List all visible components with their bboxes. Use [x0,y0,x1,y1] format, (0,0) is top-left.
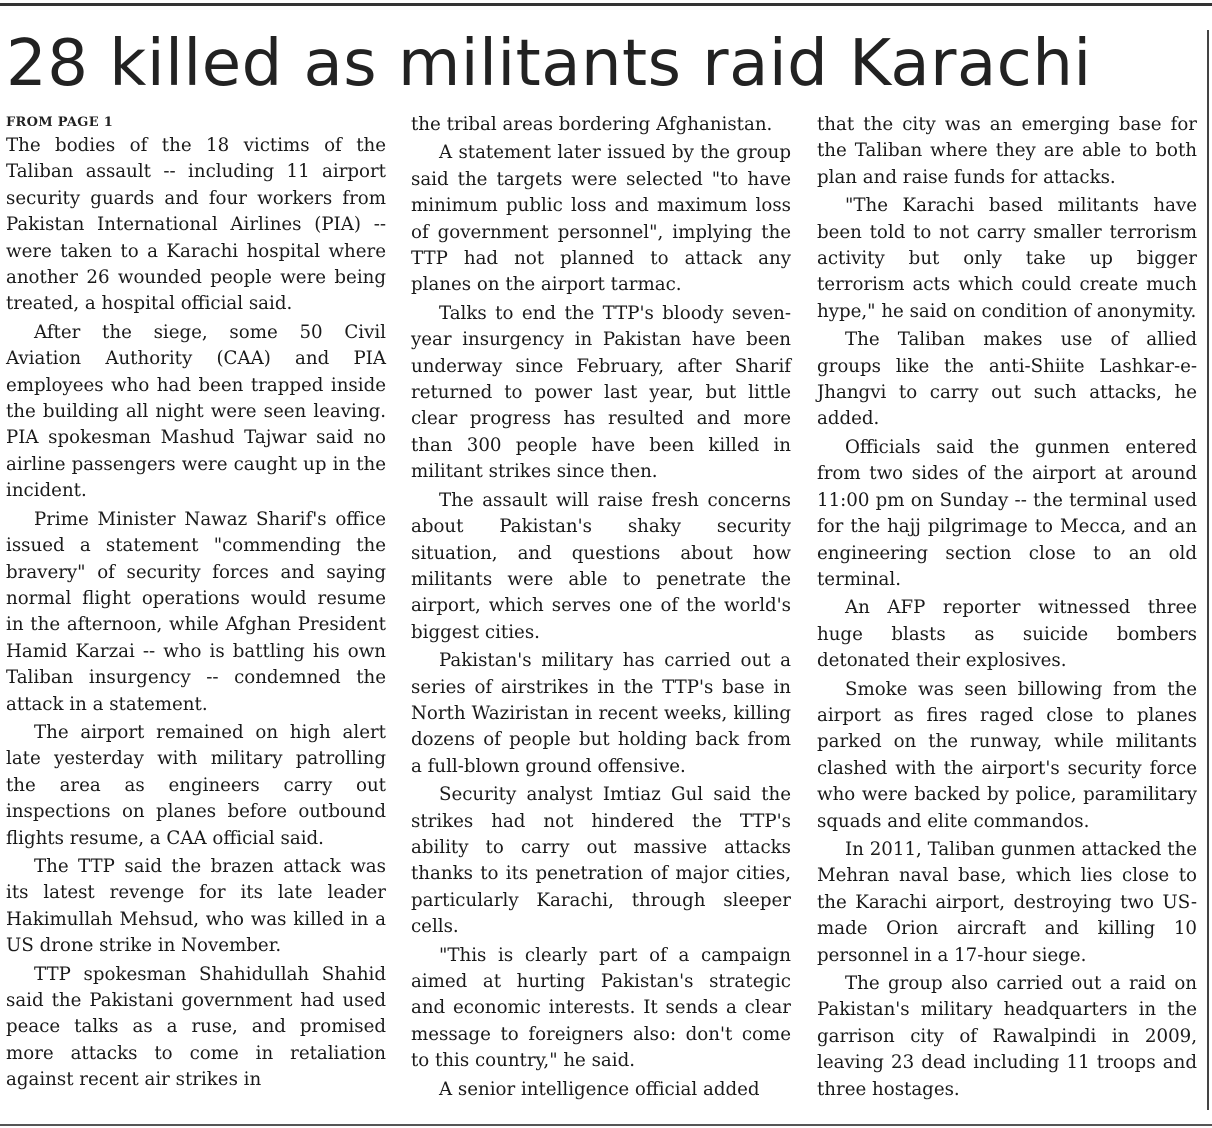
bottom-rule [0,1124,1212,1126]
paragraph: An AFP reporter witnessed three huge blasts as suicide bombers detonated their explosives. [817,597,1197,672]
paragraph: After the siege, some 50 Civil Aviation Authority (CAA) and PIA employees who had been trapped inside the building all night were seen leaving. PIA spokesman Mashud Tajwar said no airline passengers were caught up in the incident. [6,321,386,502]
paragraph: The TTP said the brazen attack was its latest revenge for its late leader Hakimullah Mehsud, who was killed in a US drone strike in November. [6,855,386,957]
article-column-1 [6,112,386,1096]
article-column-3 [817,112,1197,1105]
paragraph: A statement later issued by the group said the targets were selected "to have minimum public loss and maximum loss of government personnel", implying the TTP had not planned to attack any planes on the airport tarmac. [411,142,791,296]
paragraph: the tribal areas bordering Afghanistan. [411,114,773,135]
paragraph: Smoke was seen billowing from the airport as fires raged close to planes parked on the runway, while militants clashed with the airport's security force who were backed by police, paramilitary squads and elite commandos. [817,678,1197,832]
paragraph: Talks to end the TTP's bloody seven-year insurgency in Pakistan have been underway since February, after Sharif returned to power last year, but little clear progress has resulted and more than 300 people have been killed in militant strikes since then. [411,302,791,483]
right-edge-rule [1207,30,1209,1110]
article-column-2 [411,112,791,1105]
paragraph: that the city was an emerging base for the Taliban where they are able to both plan and raise funds for attacks. [817,114,1197,188]
paragraph: TTP spokesman Shahidullah Shahid said the Pakistani government had used peace talks as a ruse, and promised more attacks to come in retaliation against recent air strikes in [6,963,386,1091]
paragraph: A senior intelligence official added [439,1078,760,1100]
headline: 28 killed as militants raid Karachi [6,27,1092,101]
kicker: FROM PAGE 1 [6,115,114,130]
paragraph: Officials said the gunmen entered from two sides of the airport at around 11:00 pm on Sunday -- the terminal used for the hajj pilgrimage to Mecca, and an engineering section close to an old terminal. [817,436,1197,590]
paragraph: The assault will raise fresh concerns about Pakistan's shaky security situation, and questions about how militants were able to penetrate the airport, which serves one of the world's biggest cities. [411,489,791,643]
paragraph: The airport remained on high alert late yesterday with military patrolling the area as engineers carry out inspections on planes before outbound flights resume, a CAA official said. [6,721,386,849]
paragraph: The bodies of the 18 victims of the Taliban assault -- including 11 airport security guards and four workers from Pakistan International Airlines (PIA) -- were taken to a Karachi hospital where another 26 wounded people were being treated, a hospital official said. [6,135,386,315]
paragraph: In 2011, Taliban gunmen attacked the Mehran naval base, which lies close to the Karachi airport, destroying two US-made Orion aircraft and killing 10 personnel in a 17-hour siege. [817,838,1197,966]
paragraph: Prime Minister Nawaz Sharif's office issued a statement "commending the bravery" of security forces and saying normal flight operations would resume in the afternoon, while Afghan President Hamid Karzai -- who is battling his own Taliban insurgency -- condemned the attack in a statement. [6,508,386,715]
paragraph: The Taliban makes use of allied groups like the anti-Shiite Lashkar-e-Jhangvi to carry out such attacks, he added. [817,329,1197,430]
paragraph: Pakistan's military has carried out a series of airstrikes in the TTP's base in North Waziristan in recent weeks, killing dozens of people but holding back from a full-blown ground offensive. [411,650,791,777]
paragraph: Security analyst Imtiaz Gul said the strikes had not hindered the TTP's ability to carry out massive attacks thanks to its penetration of major cities, particularly Karachi, through sleeper cells. [411,784,791,938]
paragraph: "This is clearly part of a campaign aimed at hurting Pakistan's strategic and economic interests. It sends a clear message to foreigners also: don't come to this country," he said. [411,944,791,1072]
paragraph: "The Karachi based militants have been told to not carry smaller terrorism activity but only take up bigger terrorism acts which could create much hype," he said on condition of anonymity. [817,195,1197,322]
paragraph: The group also carried out a raid on Pakistan's military headquarters in the garrison city of Rawalpindi in 2009, leaving 23 dead including 11 troops and three hostages. [817,973,1197,1100]
top-rule [0,3,1212,6]
